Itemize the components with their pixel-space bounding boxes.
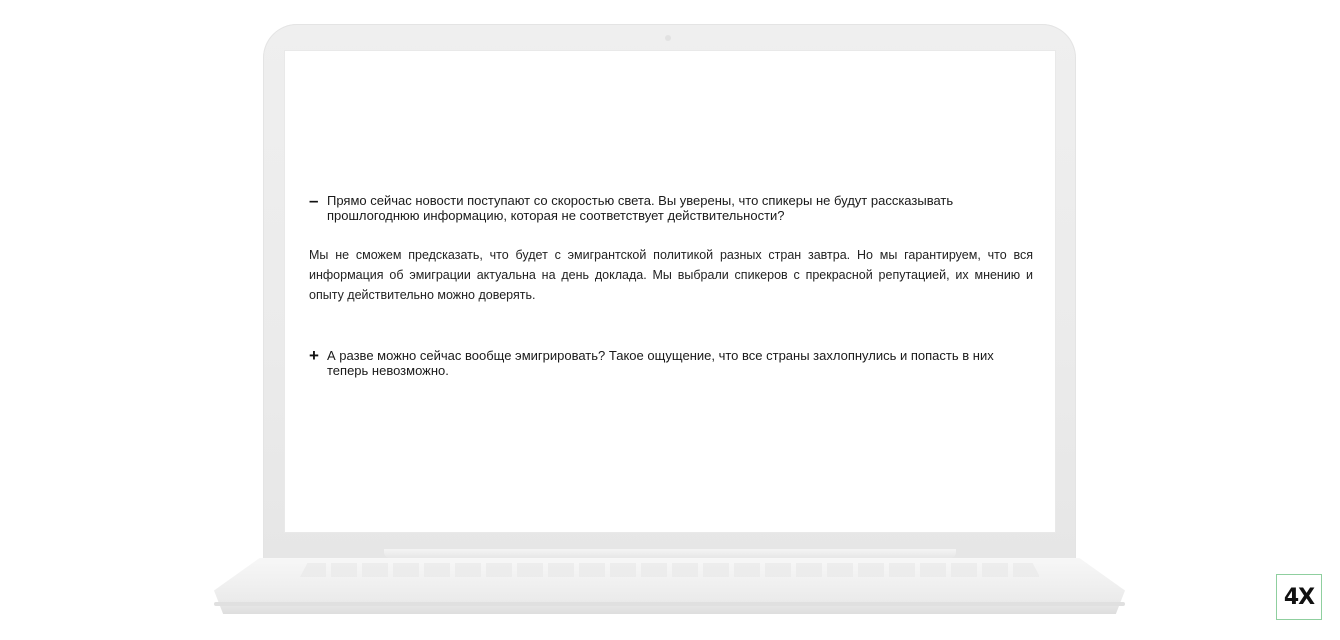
laptop-lid [263,24,1076,564]
faq-item [309,348,1033,378]
faq-list [309,193,1033,378]
camera-icon [665,35,671,41]
laptop-base-edge [214,602,1125,606]
minus-icon: – [309,191,319,210]
faq-question-toggle[interactable] [309,348,1033,378]
laptop-keyboard [300,563,1040,577]
laptop-screen [285,51,1055,532]
laptop-hinge [384,549,956,558]
faq-question-text: Прямо сейчас новости поступают со скоростью света. Вы уверены, что спикеры не будут рассказывать прошлогоднюю информацию, которая не соответствует действительности? [327,193,954,223]
faq-item [309,193,1033,305]
faq-question-toggle[interactable] [309,193,1033,223]
plus-icon: + [309,346,319,365]
4x-badge[interactable]: 4X [1276,574,1322,620]
faq-question-text: А разве можно сейчас вообще эмигрировать? Такое ощущение, что все страны захлопнулись и попасть в них теперь невозможно. [327,348,994,378]
faq-answer: Мы не сможем предсказать, что будет с эмигрантской политикой разных стран завтра. Но мы гарантируем, что вся информация об эмиграции актуальна на день доклада. Мы выбрали спикеров с прекрасной репутацией, их мнению и опыту действительно можно доверять. [309,248,1033,302]
